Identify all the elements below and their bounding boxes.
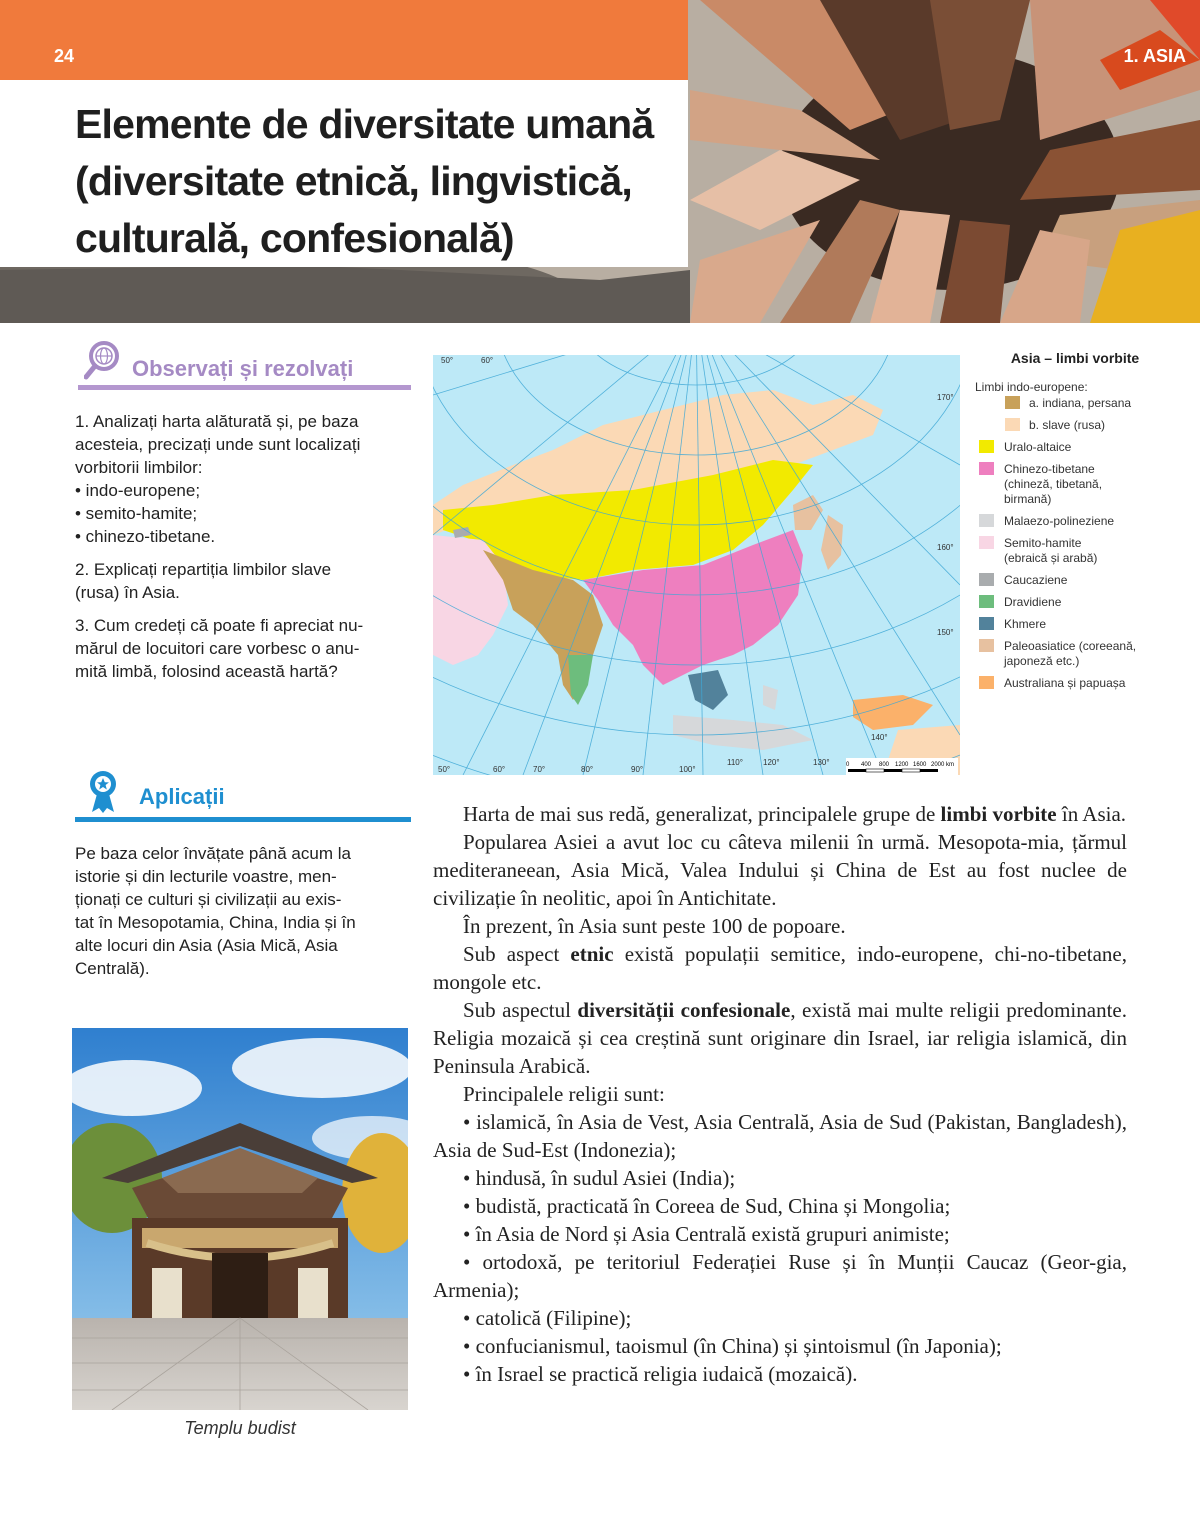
lon-label: 120° — [763, 758, 780, 767]
legend-label: a. indiana, persana — [1029, 396, 1132, 410]
legend-item — [975, 514, 1175, 529]
text-run: există populații semitice, indo-europene, chi-no-tibetane, mongole etc. — [433, 942, 1127, 994]
question-line: mită limbă, folosind această hartă? — [75, 662, 338, 681]
question-line: • chinezo-tibetane. — [75, 527, 216, 546]
legend-swatch — [979, 462, 994, 475]
lon-label: 70° — [533, 765, 546, 774]
religion-item: • catolică (Filipine); — [463, 1306, 632, 1330]
legend-group-label: Limbi indo-europene: — [975, 380, 1088, 394]
text-run: , există mai multe religii predominante. Religia mozaică și cea creștină sunt originare din Israel, iar religia islamică, din Peninsula Arabică. — [433, 998, 1127, 1078]
question-line: acesteia, precizați unde sunt localizați — [75, 435, 361, 454]
scale-bar — [846, 758, 958, 775]
lon-label: 60° — [481, 356, 494, 365]
temple-photo — [72, 1028, 408, 1410]
religion-item: • hindusă, în sudul Asiei (India); — [463, 1166, 736, 1190]
legend-label: birmană) — [1004, 492, 1052, 506]
paragraph — [433, 940, 1127, 996]
map-legend — [975, 350, 1175, 698]
question-1 — [75, 410, 410, 548]
text-run: Sub aspectul — [463, 998, 578, 1022]
bold-term: etnic — [570, 942, 614, 966]
temple-illustration — [72, 1028, 408, 1410]
paragraph — [433, 996, 1127, 1080]
apply-line: tat în Mesopotamia, China, India și în — [75, 913, 356, 932]
award-ribbon-icon — [88, 770, 118, 814]
legend-list — [975, 396, 1175, 691]
religion-item: • islamică, în Asia de Vest, Asia Centrală, Asia de Sud (Pakistan, Bangladesh), Asia de Sud-Est (Indonezia); — [433, 1110, 1127, 1162]
photo-caption: Templu budist — [184, 1418, 296, 1438]
legend-swatch — [979, 676, 994, 689]
scale-label: 1600 — [913, 762, 927, 768]
legend-swatch — [1005, 418, 1020, 431]
legend-swatch — [979, 536, 994, 549]
lon-label: 110° — [727, 758, 743, 767]
lon-label: 160° — [937, 543, 954, 552]
religion-item: • budistă, practicată în Coreea de Sud, China și Mongolia; — [463, 1194, 951, 1218]
legend-item — [975, 573, 1175, 588]
apply-section-header — [84, 770, 414, 810]
question-2 — [75, 558, 410, 604]
lon-label: 60° — [493, 765, 506, 774]
legend-swatch — [979, 639, 994, 652]
observe-questions — [75, 410, 410, 693]
magnifier-globe-icon — [84, 340, 120, 382]
question-line: • indo-europene; — [75, 481, 201, 500]
chapter-label: 1. ASIA — [1123, 46, 1186, 66]
scale-label: 400 — [861, 762, 872, 768]
legend-label: Malaezo-polineziene — [1004, 514, 1115, 528]
bold-term: diversității confesionale — [577, 998, 791, 1022]
paragraph: Principalele religii sunt: — [463, 1082, 665, 1106]
apply-line: Centrală). — [75, 959, 150, 978]
legend-label: b. slave (rusa) — [1029, 418, 1106, 432]
apply-divider — [75, 817, 411, 822]
legend-label: Uralo-altaice — [1004, 440, 1072, 454]
legend-swatch — [1005, 396, 1020, 409]
asia-languages-map — [433, 355, 960, 775]
religion-item: • confucianismul, taoismul (în China) și șintoismul (în Japonia); — [463, 1334, 1002, 1358]
legend-label: (chineză, tibetană, — [1004, 477, 1103, 491]
legend-item — [975, 462, 1175, 507]
apply-line: Pe baza celor învățate până acum la — [75, 844, 351, 863]
legend-item — [975, 440, 1175, 455]
text-run: Harta de mai sus redă, generalizat, principalele grupe de — [463, 802, 941, 826]
legend-item — [975, 676, 1175, 691]
legend-label: Paleoasiatice (coreeană, — [1004, 639, 1137, 653]
legend-swatch — [979, 573, 994, 586]
main-article — [433, 800, 1127, 1388]
apply-paragraph — [75, 842, 410, 980]
legend-item — [975, 418, 1175, 433]
legend-label: (ebraică și arabă) — [1004, 551, 1098, 565]
text-run: Sub aspect — [463, 942, 571, 966]
lon-label: 130° — [813, 758, 830, 767]
scale-label: 800 — [879, 762, 890, 768]
text-run: în Asia. — [1056, 802, 1127, 826]
paragraph — [433, 800, 1127, 828]
question-line: • semito-hamite; — [75, 504, 198, 523]
observe-heading: Observați și rezolvați — [132, 356, 354, 381]
legend-label: Khmere — [1004, 617, 1047, 631]
question-line: 1. Analizați harta alăturată și, pe baza — [75, 412, 359, 431]
legend-label: Caucaziene — [1004, 573, 1068, 587]
legend-swatch — [979, 595, 994, 608]
legend-item — [975, 617, 1175, 632]
paragraph: Popularea Asiei a avut loc cu câteva milenii în urmă. Mesopota-mia, țărmul mediteraneean, Asia Mică, Valea Indului și China de Est au fost nuclee de civilizație în neolitic, apoi în Antichitate. — [433, 830, 1127, 910]
religion-item: • ortodoxă, pe teritoriul Federației Ruse și în Munții Caucaz (Geor-gia, Armenia); — [433, 1250, 1127, 1302]
page-number: 24 — [54, 46, 75, 66]
legend-swatch — [979, 617, 994, 630]
observe-section-header — [84, 340, 414, 380]
legend-label: Semito-hamite — [1004, 536, 1082, 550]
question-line: (rusa) în Asia. — [75, 583, 180, 602]
map-drawing — [433, 355, 960, 775]
religion-item: • în Asia de Nord și Asia Centrală există grupuri animiste; — [463, 1222, 950, 1246]
bold-term: limbi vorbite — [940, 802, 1057, 826]
lon-label: 170° — [937, 393, 954, 402]
apply-line: ționați ce culturi și civilizații au exis- — [75, 890, 342, 909]
lon-label: 80° — [581, 765, 594, 774]
scale-label: 0 — [846, 762, 850, 768]
question-line: mărul de locuitori care vorbesc o anu- — [75, 639, 360, 658]
religion-item: • în Israel se practică religia iudaică (mozaică). — [463, 1362, 858, 1386]
apply-heading: Aplicații — [139, 784, 225, 809]
lon-label: 150° — [937, 628, 954, 637]
legend-item — [975, 595, 1175, 610]
legend-item — [975, 536, 1175, 566]
question-line: 3. Cum credeți că poate fi apreciat nu- — [75, 616, 364, 635]
lon-label: 140° — [871, 733, 888, 742]
legend-label: Dravidiene — [1004, 595, 1062, 609]
legend-swatch — [979, 440, 994, 453]
apply-text — [75, 842, 410, 990]
apply-line: istorie și din lecturile voastre, men- — [75, 867, 337, 886]
scale-label: 1200 — [895, 762, 909, 768]
question-line: 2. Explicați repartiția limbilor slave — [75, 560, 332, 579]
legend-label: Australiana și papuașa — [1004, 676, 1126, 690]
lon-label: 50° — [441, 356, 454, 365]
legend-label: japoneză etc.) — [1004, 654, 1080, 668]
page-title: Elemente de diversitate umană (diversitate etnică, lingvistică, culturală, confesională) — [75, 101, 654, 261]
scale-label: 2000 km — [931, 762, 955, 768]
question-line: vorbitorii limbilor: — [75, 458, 203, 477]
lon-label: 90° — [631, 765, 644, 774]
legend-item — [975, 396, 1175, 411]
observe-divider — [78, 385, 411, 390]
header-bar — [0, 0, 688, 80]
legend-label: Chinezo-tibetane — [1004, 462, 1095, 476]
apply-line: alte locuri din Asia (Asia Mică, Asia — [75, 936, 338, 955]
legend-swatch — [979, 514, 994, 527]
paragraph: În prezent, în Asia sunt peste 100 de popoare. — [463, 914, 846, 938]
lon-label: 50° — [438, 765, 451, 774]
legend-item — [975, 639, 1175, 669]
map-title: Asia – limbi vorbite — [1010, 350, 1140, 366]
lon-label: 100° — [679, 765, 696, 774]
question-3 — [75, 614, 410, 683]
